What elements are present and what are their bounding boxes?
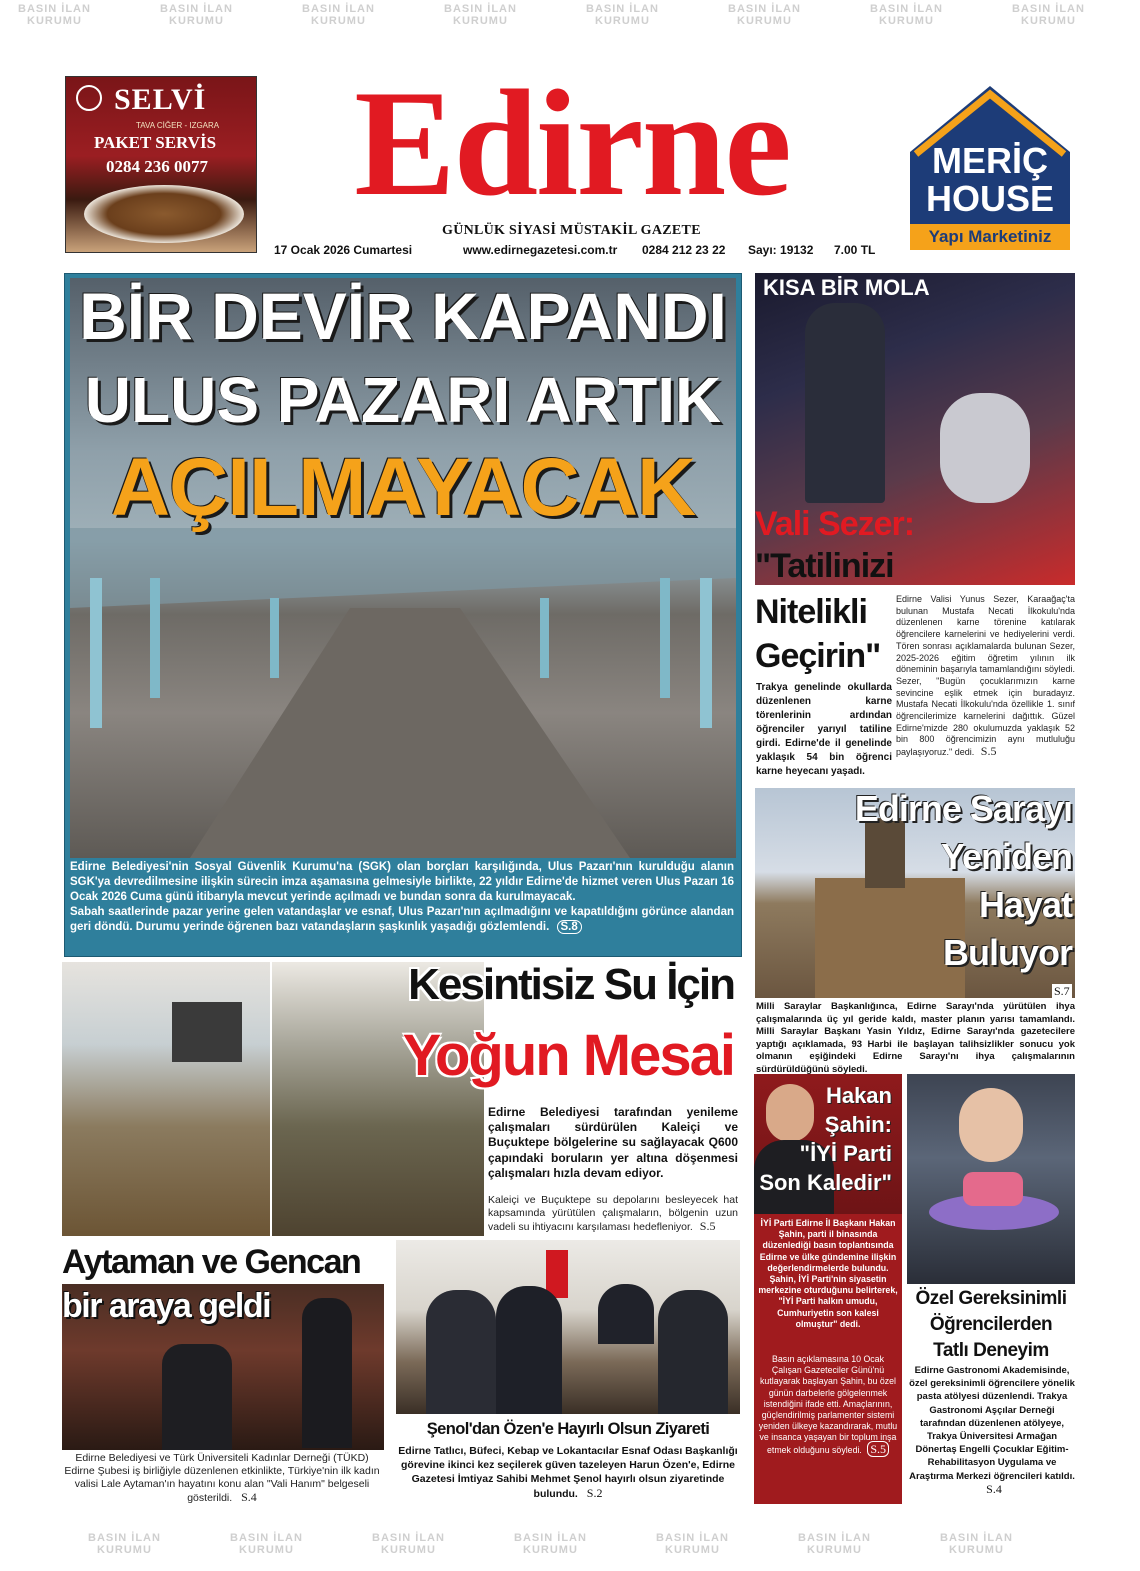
website-link[interactable]: www.edirnegazetesi.com.tr — [463, 243, 618, 257]
saray-title-4: Buluyor — [942, 932, 1072, 973]
meric-house-ad[interactable] — [902, 80, 1078, 254]
lead-headline-2: ULUS PAZARI ARTIK — [84, 364, 722, 436]
watermark: BASIN İLAN KURUMU — [870, 3, 943, 27]
senol-title: Şenol'dan Özen'e Hayırlı Olsun Ziyareti — [426, 1420, 710, 1438]
ozel-page-ref[interactable]: S.4 — [986, 1481, 1002, 1496]
price: 7.00 TL — [834, 243, 876, 257]
ozel-title-3: Tatlı Deneyim — [933, 1340, 1049, 1361]
person-figure — [805, 303, 885, 503]
food-plate — [84, 185, 244, 243]
ozel-body: Edirne Gastronomi Akademisinde, özel gereksinimli öğrencilere yönelik pasta atölyesi düzenlendi. Trakya Gastronomi Aşçılar Derneği tarafından düzenlenen atölyeye, Trakya Üniversitesi Armağan Dönertaş Engelli Çocuklar Eğitim-Rehabilitasyon Uygulama ve Araştırma Merkezi öğrencileri katıldı. S.4 — [909, 1365, 1075, 1496]
hakan-title-1: Hakan — [825, 1083, 892, 1108]
fork-icon — [76, 85, 102, 111]
watermark: BASIN İLAN KURUMU — [514, 1532, 587, 1556]
watermark: BASIN İLAN KURUMU — [728, 3, 801, 27]
ozel-photo — [907, 1074, 1075, 1284]
person-3 — [598, 1284, 654, 1344]
hakan-page-ref[interactable]: S.5 — [867, 1441, 889, 1457]
selvi-phone: 0284 236 0077 — [106, 157, 208, 176]
student-face — [959, 1088, 1023, 1162]
lead-page-ref[interactable]: S.8 — [557, 920, 582, 934]
selvi-ad[interactable] — [65, 76, 257, 253]
phone-number: 0284 212 23 22 — [642, 243, 726, 257]
watermark: BASIN İLAN KURUMU — [372, 1532, 445, 1556]
watermark: BASIN İLAN KURUMU — [940, 1532, 1013, 1556]
watermark: BASIN İLAN KURUMU — [302, 3, 375, 27]
lead-body: Edirne Belediyesi'nin Sosyal Güvenlik Kurumu'na (SGK) olan borçları karşılığında, Ulus Pazarı'nın kurulduğu alanın SGK'ya devredilmesine ilişkin sürecin imza aşamasına gelmesiyle birlikte, 22 yıldır Edirne'de hizmet veren Ulus Pazarı 16 Ocak 2026 Cuma günü itibarıyla mevcut yerinde açılmadı ve bundan sonra da kurulmayacak. Sabah saatlerinde pazar yerine gelen vatandaşlar ve esnaf, Ulus Pazarı'nın açılmadığını ve kapatıldığını görünce alandan geri döndü. Durumu yerinde öğrenen bazı vatandaşların şaşkınlık yaşadığı gözlemlendi. S.8 — [70, 861, 734, 933]
selvi-brand: SELVİ — [114, 83, 207, 116]
vali-lead: Trakya genelinde okullarda düzenlenen karne törenlerinin ardından öğrenciler yarıyıl tatiline girdi. Edirne'de il genelinde yaklaşık 54 bin öğrenci karne heyecanı yaşadı. — [756, 682, 892, 777]
saray-page-ref[interactable]: S.7 — [1054, 984, 1070, 998]
issue-date: 17 Ocak 2026 Cumartesi — [274, 243, 413, 257]
su-body: Kaleiçi ve Buçuktepe su depolarını besleyecek hat kapsamında yürütülen çalışmaların, bölgenin uzun vadeli su ihtiyacını karşılaması hedefleniyor. S.5 — [488, 1194, 738, 1233]
watermark: BASIN İLAN KURUMU — [18, 3, 91, 27]
child-figure — [940, 393, 1030, 503]
su-title-1: Kesintisiz Su İçin — [408, 960, 734, 1009]
saray-title-2: Yeniden — [940, 836, 1072, 877]
tagline: GÜNLÜK SİYASİ MÜSTAKİL GAZETE — [442, 223, 701, 238]
meric-line3: Yapı Marketiniz — [928, 227, 1052, 246]
masthead: Edirne — [354, 59, 790, 227]
hakan-lead: İYİ Parti Edirne İl Başkanı Hakan Şahin, parti il binasında düzenlediği basın toplantısında Edirne ve ülke gündemine ilişkin değerlendirmelerde bulundu. Şahin, İYİ Parti'nin siyasetin merkezine oturduğunu belirterek, "İYİ Parti halkın umudu, Cumhuriyetin son kalesi olmuştur" dedi. — [758, 1218, 898, 1329]
watermark: BASIN İLAN KURUMU — [444, 3, 517, 27]
watermark: BASIN İLAN KURUMU — [656, 1532, 729, 1556]
hakan-title-4: Son Kaledir" — [759, 1170, 892, 1195]
hakan-title-2: Şahin: — [824, 1112, 892, 1137]
watermark: BASIN İLAN KURUMU — [230, 1532, 303, 1556]
su-photo-1 — [62, 962, 270, 1236]
saray-title-3: Hayat — [978, 884, 1072, 925]
aytaman-body: Edirne Belediyesi ve Türk Üniversiteli Kadınlar Derneği (TÜKD) Edirne Şubesi iş birliğiyle düzenlenen etkinlikte, Türkiye'nin ilk kadın valisi Lale Aytaman'ın hayatını konu alan "Vali Hanım" belgeseli gösterildi. S.4 — [64, 1452, 380, 1504]
person-standing — [302, 1298, 352, 1448]
hakan-body: Basın açıklamasına 10 Ocak Çalışan Gazeteciler Günü'nü kutlayarak başlayan Şahin, bu özel günün darbelerle gölgelenmek istendiğini ifade etti. Amaçlarının, güçlendirilmiş parlamenter sistemi yeniden ülkeye kazandırarak, mutlu ve insanca yaşayan bir toplum inşa etmek olduğunu söyledi. S.5 — [758, 1354, 898, 1456]
aytaman-page-ref[interactable]: S.4 — [241, 1490, 257, 1504]
ozel-title-1: Özel Gereksinimli — [915, 1288, 1067, 1309]
vali-banner: KISA BİR MOLA — [763, 275, 930, 300]
saray-title-1: Edirne Sarayı — [854, 788, 1072, 829]
hakan-title-3: "İYİ Parti — [799, 1141, 892, 1166]
ozel-title-2: Öğrencilerden — [929, 1314, 1053, 1335]
cake — [963, 1172, 1023, 1206]
watermark: BASIN İLAN KURUMU — [1012, 3, 1085, 27]
person-signing — [162, 1344, 232, 1450]
hakan-face — [766, 1084, 814, 1142]
lead-headline-3: AÇILMAYACAK — [110, 442, 696, 533]
vali-title-3: Geçirin" — [755, 637, 881, 675]
watermark: BASIN İLAN KURUMU — [586, 3, 659, 27]
watermark: BASIN İLAN KURUMU — [88, 1532, 161, 1556]
vali-title-1: "Tatilinizi — [755, 547, 894, 585]
person-2 — [496, 1286, 562, 1414]
su-lead: Edirne Belediyesi tarafından yenileme çalışmaları sürdürülen Kaleiçi ve Buçuktepe bölgelerine su sağlayacak Q600 çapındaki boruların yer altına döşenmesi çalışmaları hızla devam ediyor. — [488, 1105, 738, 1180]
vali-title-red: Vali Sezer: — [755, 505, 915, 543]
senol-body: Edirne Tatlıcı, Büfeci, Kebap ve Lokantacılar Esnaf Odası Başkanlığı görevine ikinci kez seçilerek güven tazeleyen Harun Özen'e, Edirne Gazetesi İmtiyaz Sahibi Mehmet Şenol hayırlı olsun ziyaretinde bulundu. S.2 — [398, 1445, 738, 1500]
vali-page-ref[interactable]: S.5 — [980, 744, 997, 759]
meric-line1: MERİÇ — [932, 140, 1048, 181]
watermark: BASIN İLAN KURUMU — [160, 3, 233, 27]
aytaman-title-1: Aytaman ve Gencan — [62, 1243, 361, 1281]
selvi-sub: TAVA CİĞER - IZGARA — [136, 121, 220, 130]
su-page-ref[interactable]: S.5 — [699, 1219, 716, 1233]
vali-title-2: Nitelikli — [755, 593, 867, 631]
vali-body: Edirne Valisi Yunus Sezer, Karaağaç'ta bulunan Mustafa Necati İlkokulu'nda düzenlenen karne törenine katılarak öğrencilere karnelerini ve hediyelerini verdi. Tören sonrası açıklamalarda bulunan Sezer, 2025-2026 eğitim öğretim yılının ilk döneminin başarıyla tamamlandığını söyledi. Sezer, "Bugün çocuklarımızın karne sevincine eşlik etmek için buradayız. Mustafa Necati İlkokulu'nda özellikle 1. sınıf öğrencilerimize karnelerini dağıttık. Güzel Edirne'mizde 280 okulumuzda yaklaşık 52 bin 800 öğrencimizin aynı mutluluğu paylaşıyoruz." dedi. S.5 — [896, 594, 1075, 759]
issue-number: Sayı: 19132 — [748, 243, 814, 257]
senol-photo — [396, 1240, 740, 1414]
excavator — [172, 1002, 242, 1062]
meric-line2: HOUSE — [925, 178, 1055, 219]
su-title-2: Yoğun Mesai — [402, 1023, 734, 1088]
lead-headline-1: BİR DEVİR KAPANDI — [79, 279, 727, 353]
senol-page-ref[interactable]: S.2 — [586, 1486, 603, 1500]
person-4 — [658, 1290, 728, 1414]
aytaman-title-2: bir araya geldi — [62, 1287, 271, 1325]
watermark: BASIN İLAN KURUMU — [798, 1532, 871, 1556]
person-1 — [426, 1290, 496, 1414]
selvi-service: PAKET SERVİS — [94, 133, 217, 152]
saray-body: Milli Saraylar Başkanlığınca, Edirne Sarayı'nda yürütülen ihya çalışmalarında üç yıl geride kaldı, master planın yarısı tamamlandı. Milli Saraylar Başkanı Yasin Yıldız, Edirne Sarayı'nda gazetecilere yaptığı açıklamada, 93 Harbi ile başlayan talihsizlikler sonucu yok olmanın eşiğindeki Edirne Sarayı'nı ihya çalışmalarının sürdürüldüğünü söyledi. — [756, 1001, 1075, 1075]
